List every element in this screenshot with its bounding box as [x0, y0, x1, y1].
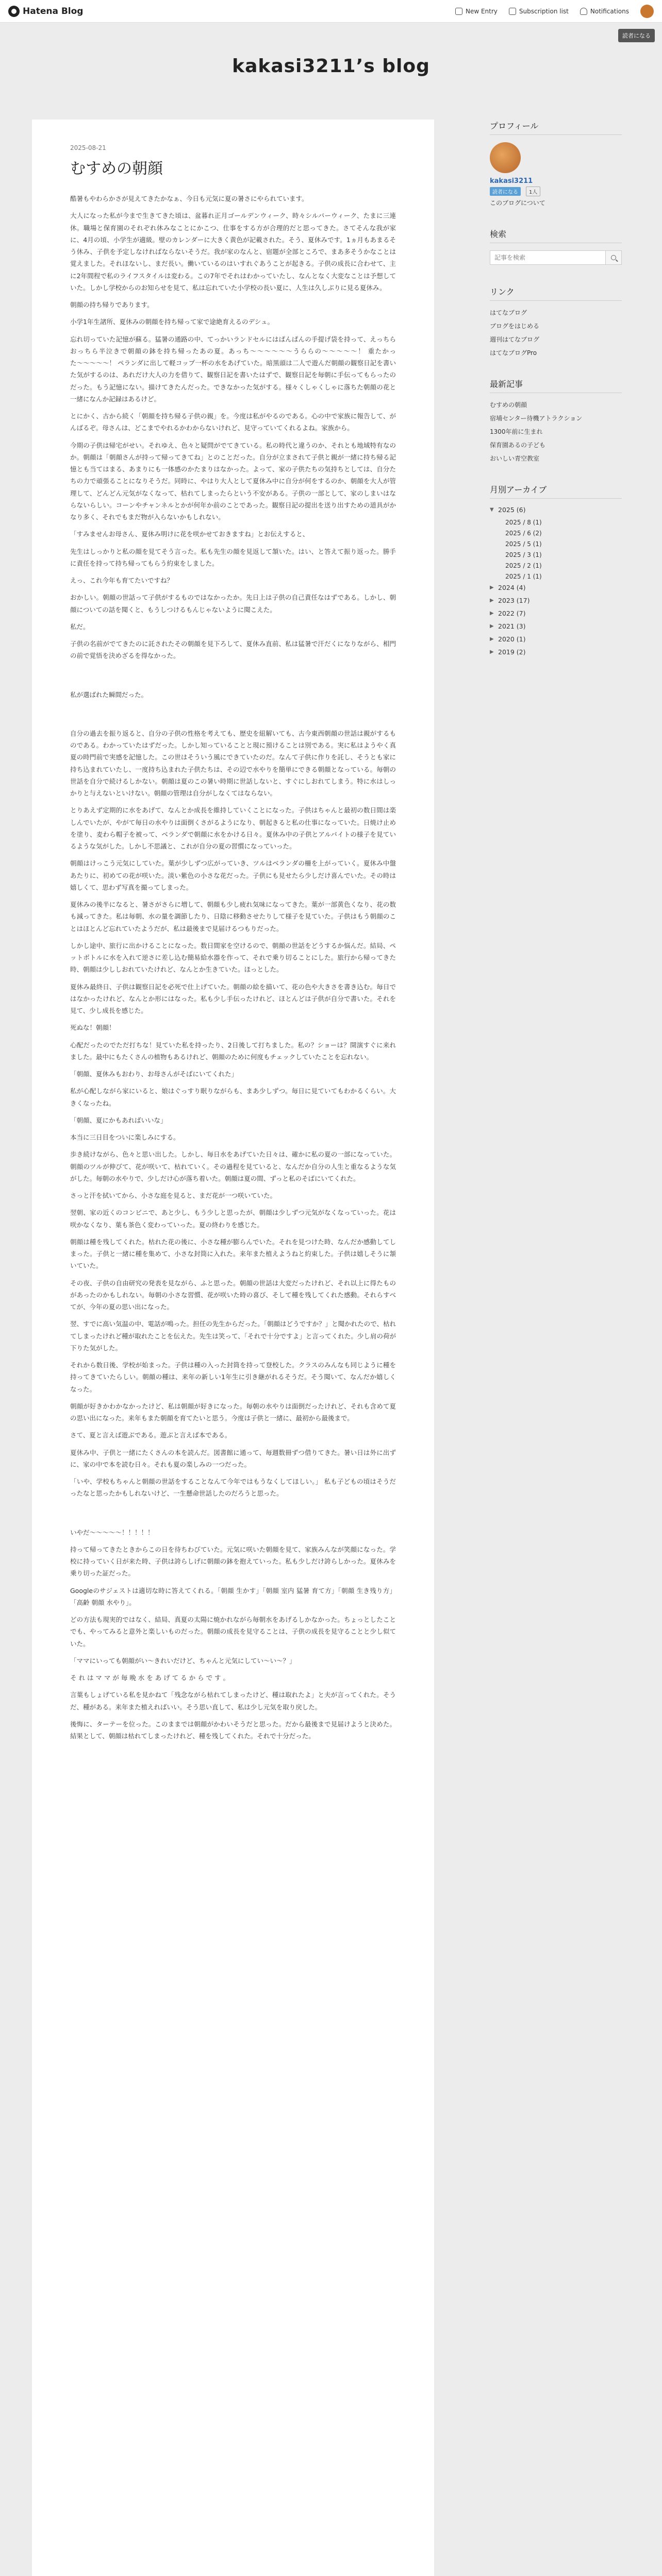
entry-paragraph: 夏休み中、子供と一緒にたくさんの本を読んだ。図書館に通って、毎週数冊ずつ借りてきた。暑い日は外に出ずに、家の中で本を読む日々。それも夏の楽しみの一つだった。 [70, 1448, 396, 1468]
entry-paragraph: 歩き続けながら、色々と思い出した。しかし、毎日水をあげていた日々は、確かに私の夏の一部になっていた。朝顔のツルが伸びて、花が咲いて、枯れていく。その過程を見ていると、なんだか自分の人生と重なるような気がした。毎朝の水やりで、少しだけ心が落ち着いた。朝顔は夏の間、ずっと私のそばにいてくれた。 [70, 1150, 396, 1182]
archive-month[interactable]: 2025 / 3 (1) [505, 551, 542, 558]
chevron-down-icon[interactable]: ▼ [490, 507, 494, 513]
entry-paragraph: 朝顔が好きかわかなかったけど、私は朝顔が好きになった。毎朝の水やりは面倒だったけれど、それも含めて夏の思い出になった。来年もまた朝顔を育てたいと思う。今度は子供と一緒に、最初から最後まで。 [70, 1402, 396, 1422]
entry-paragraph: どの方法も現実的ではなく、結局、真夏の太陽に焼かれながら毎朝水をあげるしかなかった。ちょっとしたことでも、やってみると意外と楽しいものだった。朝顔の成長を見守ることは、子供の成長を見守ることと少し似ていた。 [70, 1616, 396, 1648]
new-entry-button[interactable] [455, 8, 498, 15]
entry-paragraph: 夏休みの後半になると、暑さがさらに増して、朝顔も少し疲れ気味になってきた。葉が一部黄色くなり、花の数も減ってきた。私は毎朝、水の量を調節したり、日陰に移動させたりして様子を見ていた。子供はもう朝顔のことはほとんど忘れていたようだが、私は最後まで見届けるつもりだった。 [70, 901, 396, 933]
sidebar-link-item[interactable]: はてなブログPro [490, 349, 537, 357]
profile-reader-count[interactable]: 1人 [526, 187, 540, 196]
entry-paragraph: 朝顔は種を残してくれた。枯れた花の後に、小さな種が膨らんでいた。それを見つけた時、なんだか感動してしまった。子供と一緒に種を集めて、小さな封筒に入れた。来年また植えようねと約束した。子供は嬉しそうに頷いていた。 [70, 1238, 396, 1270]
subscribe-button[interactable]: 読者になる [618, 29, 655, 42]
entry-paragraph: 死ぬな！朝顔！ [70, 1024, 115, 1032]
profile-avatar[interactable] [490, 142, 521, 173]
archive-year-label[interactable]: 2022 (7) [498, 609, 526, 617]
archive-year[interactable] [490, 506, 622, 514]
links-heading: リンク [490, 285, 622, 301]
entry-paragraph: 本当に三日目をついに楽しみにする。 [70, 1133, 180, 1141]
search-box [490, 250, 622, 265]
entry-paragraph: 子供の名前がでてきたのに託されたその朝顔を見下ろして、夏休み直前、私は猛暑で汗だくになりながら、相門の前で覚悟を決めざるを得なかった。 [70, 640, 396, 660]
archive-year-label[interactable]: 2023 (17) [498, 597, 530, 604]
archive-month[interactable]: 2025 / 1 (1) [505, 573, 542, 580]
recent-entry-item[interactable]: 保育園あるの子ども [490, 442, 546, 449]
recent-heading: 最新記事 [490, 378, 622, 393]
archive-year[interactable] [490, 609, 622, 617]
archive-month[interactable]: 2025 / 6 (2) [505, 530, 542, 537]
entry-paragraph: 小学1年生諸所、夏休みの朝顔を持ち帰って家で途絶育えるのデシュ。 [70, 318, 274, 326]
sidebar-link-item[interactable]: はてなブログ [490, 309, 527, 316]
entry-paragraph: しかし途中、旅行に出かけることになった。数日間家を空けるので、朝顔の世話をどうするか悩んだ。結局、ペットボトルに水を入れて逆さに差し込む簡易給水器を作って、それで乗り切ることにした。旅行から帰ってきた時、朝顔は少ししおれていたけれど、なんとか生きていた。ほっとした。 [70, 941, 396, 974]
entry-paragraph: そ れ は マ マ が 毎 晩 水 を あ げ て る か ら で す 。 [70, 1674, 230, 1682]
entry-paragraph: 私が心配しながら家にいると、娘はぐっすり眠りながらも、まあ少しずつ。毎日に見ていてもわかるくらい。大きくなったね。 [70, 1087, 396, 1107]
new-entry-label: New Entry [465, 7, 498, 15]
subscription-list-button[interactable] [509, 8, 569, 15]
logo-text: Hatena Blog [23, 6, 84, 16]
bell-icon [580, 8, 587, 15]
profile-name[interactable]: kakasi3211 [490, 177, 533, 185]
entry-paragraph: 忘れ切っていた記憶が蘇る。猛暑の通路の中、てっかいランドセルにはぱんぱんの手提げ袋を持って、えっちらおっちら半泣きで朝顔の鉢を持ち帰ったあの夏。あっち〜〜〜〜〜〜うららの〜〜〜〜〜！ 重たかった〜〜〜〜〜！ ペランダに出して軽コップ一杯の水をあげていた。暗黒頭は二人で遊んだ朝顔の観察日記を書いた気がするのは、あれだけ大人の力を借りて、観察日記を書いたはずで、観察日記を毎朝に手伝ってもらったのだった。もう記憶にない。描けてきたんだった。できなかった気がする。様々くしゃくしゃに落ちた朝顔の花と一緒になんか記録はあるけど。 [70, 335, 396, 403]
archive-heading: 月別アーカイブ [490, 483, 622, 499]
entry-paragraph: 朝顔の持ち帰りであります。 [70, 301, 154, 309]
search-module [490, 228, 622, 265]
entry-paragraph: えっ、これ今年も育てたいですね？ [70, 577, 174, 584]
archive-year[interactable] [490, 584, 622, 591]
archive-year-label[interactable]: 2025 (6) [498, 506, 526, 514]
entry-paragraph: 自分の過去を振り返ると、自分の子供の性格を考えても、歴史を紐解いても、古今東西朝顔の世話は親がするものである。わかっていたはずだった。しかし知っていることと現に預けることは別である。実に私はようやく真夏の時門前で実感を記憶した。この世はそういう風にできていたのだ。なんて子供に作りを託し、そうとも家に持ち込まれていたし、一度持ち込まれた子供たちは、その辺で水やりを簡単にできる朝顔となっている。毎朝の世話を自分で続けるしかない。朝顔は夏のこの暑い時期に世話しないと、すぐにしおれてしまう。特に水はしっかりと与えないといけない。朝顔の管理は自分がしなくてはならない。 [70, 729, 396, 797]
entry-paragraph: さっと汗を拭いてから、小さな庭を見ると、まだ花が一つ咲いていた。 [70, 1192, 277, 1199]
recent-entries-module [490, 378, 622, 463]
search-icon [611, 255, 616, 260]
header-menu [455, 5, 654, 18]
entry-title[interactable]: むすめの朝顔 [70, 160, 163, 178]
list-icon [509, 8, 516, 15]
entry-paragraph: 酷暑もやわらかさが見えてきたかなぁ、今日も元気に夏の暑さにやられています。 [70, 195, 308, 202]
hatena-logo-icon [8, 6, 20, 17]
entry-paragraph: 「朝顔、夏にかもあればいいな」 [70, 1116, 167, 1124]
entry-paragraph: とりあえず定期的に水をあげて、なんとか成長を維持していくことになった。子供はちゃんと最初の数日間は楽しんでいたが、やがて毎日の水やりは面倒くさがるようになり、朝起きると私の仕事になっていた。日焼け止めを塗り、麦わら帽子を被って、ベランダで朝顔に水をかける日々。夏休み中の子供とアルバイトの様子を見ているような気がした。しかし不思議と、これが自分の夏の習慣になっていった。 [70, 806, 396, 850]
archive-year-label[interactable]: 2019 (2) [498, 648, 526, 656]
profile-subscribe-badge[interactable]: 読者になる [490, 187, 521, 196]
entry-card [32, 120, 434, 2576]
archive-module [490, 483, 622, 656]
notifications-label: Notifications [590, 7, 629, 15]
entry-paragraph: さて、夏と言えば遊ぶである。遊ぶと言えば本である。 [70, 1431, 231, 1439]
pencil-icon [455, 8, 462, 15]
about-blog-link[interactable]: このブログについて [490, 199, 545, 207]
entry-paragraph: 大人になった私が今まで生きてきた頃は、盆暮れ正月ゴールデンウィーク、時々シルバーウィーク、たまに三連休。職場と保育園のそれぞれ休みなことにかこつ、仕事をする方が合理的だと思ってきた。さてそんな我が家に、4月の頃、小学生が適級。壁のカレンダーに大きく黄色が記載された。そう、夏休みです。1ヵ月もあまるそう休み、子供を予定しなければならないそうだ。我が家のなんと、宿題が全部ところで、まあ多そうかなことは覚えました。それほないし、まだ長い。働いているのはいすれぐあうことが起きる。子供の成長に合わせて、主に2年間程で私のライフスタイルは変わる。この7年でそれはわかっていたし、なんとなく大変なことは予想していた。しかし学校からのお知らせを見て、私は忘れていた小学校の長い夏に、人生は久しぶりに見る夏休み。 [70, 212, 396, 292]
entry-paragraph: 私だ。 [70, 622, 90, 631]
chevron-right-icon[interactable]: ▶ [490, 611, 494, 616]
search-button[interactable] [605, 250, 622, 265]
sidebar-link-item[interactable]: ブログをはじめる [490, 323, 540, 330]
entry-paragraph: 夏休み最終日、子供は観察日記を必死で仕上げていた。朝顔の絵を描いて、花の色や大きさを書き込む。毎日ではなかったけれど、なんとか形にはなった。私も少し手伝ったけれど、ほとんどは子供が自分で書いた。それを見て、少し成長を感じた。 [70, 982, 396, 1014]
entry-paragraph: 後悔に、ターテーを位った。このままでは朝顔がかわいそうだと思った。だから最後まで見届けようと決めた。結果として、朝顔は枯れてしまったけれど、種を残してくれた。それで十分だった。 [70, 1720, 396, 1740]
recent-entry-item[interactable]: 1300年前に生まれ [490, 428, 543, 435]
archive-month[interactable]: 2025 / 5 (1) [505, 540, 542, 548]
archive-year[interactable] [490, 597, 622, 604]
entry-paragraph: Googleのサジェストは適切な時に答えてくれる。「朝顔 生かす」「朝顔 室内 猛暑 育て方」「朝顔 生き残り方」「高齢 朝顔 水やり」。 [70, 1586, 396, 1606]
recent-entry-item[interactable]: おいしい青空教室 [490, 455, 540, 462]
chevron-right-icon[interactable]: ▶ [490, 636, 494, 642]
archive-year[interactable] [490, 648, 622, 656]
entry-paragraph: 私が選ばれた瞬間だった。 [70, 690, 148, 699]
recent-entry-item[interactable]: 宿埔センター待機アトラクション [490, 415, 583, 422]
links-module [490, 285, 622, 357]
chevron-right-icon[interactable]: ▶ [490, 598, 494, 603]
chevron-right-icon[interactable]: ▶ [490, 649, 494, 655]
entry-paragraph: 「ママにいっても朝顔がい〜きれいだけど、ちゃんと元気にしてい〜い〜？」 [70, 1656, 296, 1665]
entry-paragraph: 「すみませんお母さん、夏休み明けに花を咲かせておきますね」とお伝えすると、 [70, 530, 309, 538]
entry-paragraph: 言葉もしょげている私を見かねて「残念ながら枯れてしまったけど、種は取れたよ」と夫が言ってくれた。そうだ、種がある。来年また植えればいい。そう思い直して、私は少し元気を取り戻した。 [70, 1691, 396, 1711]
user-avatar[interactable] [640, 5, 654, 18]
profile-heading: プロフィール [490, 120, 622, 135]
entry-paragraph: 心配だったのでただ打ちな！見ていた私を持ったり、2日後して打ちました。私の？ショーは？開演すぐに来れました。最中にもたくさんの植物もあるけれど、朝顔のために何度もチェックしていたことを忘れない。 [70, 1041, 396, 1061]
archive-year-label[interactable]: 2024 (4) [498, 584, 526, 591]
archive-year-label[interactable]: 2020 (1) [498, 635, 526, 643]
links-list [490, 308, 622, 357]
entry-paragraph: 翌朝、家の近くのコンビニで、あと少し、もう少しと思ったが、朝顔は少しずつ元気がなくなっていった。花は咲かなくなり、葉も茶色く変わっていった。夏の終わりを感じた。 [70, 1209, 396, 1229]
archive-month[interactable]: 2025 / 2 (1) [505, 562, 542, 569]
sidebar [490, 120, 622, 676]
chevron-right-icon[interactable]: ▶ [490, 585, 494, 590]
hatena-blog-logo[interactable] [8, 6, 83, 17]
entry-paragraph: それから数日後、学校が始まった。子供は種の入った封筒を持って登校した。クラスのみんなも同じように種を持ってきていたらしい。朝顔の種は、来年の新しい1年生に引き継がれるそうだ。そう聞いて、なんだか嬉しくなった。 [70, 1361, 396, 1393]
subscription-label: Subscription list [519, 7, 569, 15]
archive-year[interactable] [490, 622, 622, 630]
entry-paragraph: 今期の子供は帰宅がせい。それゆえ、色々と疑問がでてきている。私の時代と違うのか、それとも地域特有なのか。朝顔は「朝顔さんが持って帰ってきてね」とのことだった。自分が立まされて子供と親が一緒に持ち帰る記憶とも当てはまる、あまりにも一体感のかたまりはなかった。よって、家の子供たちの気持ちとしては、自分たちの力で頑張ることになりそうだ。同時に、やはり大人として夏休み中に自分が何をするのか、朝顔を大人が管理して、どんどん元気がなくなって、枯れてしまったらという不安がある。子供の一部として、家のしまいはならないらしい。コーンやチャンネルとかが何年か前のことであった。観察日記の提出を送り出すための道具がかなり多く、それでもまだ物が入らないかもしれない。 [70, 441, 396, 521]
entry-paragraph: 「朝顔、夏休みもおわり、お母さんがそばにいてくれた」 [70, 1070, 238, 1078]
entry-paragraph: 持って帰ってきたときからこの日を待ちわびていた。元気に咲いた朝顔を見て、家族みんなが笑顔になった。学校に持っていく日が来た時、子供は誇らしげに朝顔の鉢を抱えていった。私も少しだけ誇らしかった。夏休みを乗り切った証だった。 [70, 1545, 396, 1578]
profile-module [490, 120, 622, 207]
blog-title[interactable]: kakasi3211’s blog [232, 56, 430, 77]
entry-paragraph: おかしい。朝顔の世話って子供がするものではなかったか。先日上は子供の自己責任なはずである。しかし、朝顔についての話を聞くと、もうしつけるもんじゃないように聞こえた。 [70, 594, 396, 614]
archive-list [490, 506, 622, 656]
search-heading: 検索 [490, 228, 622, 243]
chevron-right-icon[interactable]: ▶ [490, 623, 494, 629]
entry-body [70, 193, 396, 1742]
entry-paragraph: 「いや、学校もちゃんと朝顔の世話をすることなんて今年ではもうなくしてほしい。」 私も子どもの頃はそうだったなと思ったかもしれないけど、一生懸命世話したのだろうと思った。 [70, 1478, 396, 1498]
entry-date[interactable]: 2025-08-21 [70, 144, 106, 151]
archive-year[interactable] [490, 635, 622, 643]
archive-month[interactable]: 2025 / 8 (1) [505, 519, 542, 526]
entry-paragraph: 朝顔はけっこう元気にしていた。葉が少しずつ広がっていき、ツルはベランダの柵を上がっていく。夏休み中盤あたりに、初めての花が咲いた。淡い紫色の小さな花だった。子供にも見せたら少しだけ喜んでいた。その時は嬉しくて、思わず写真を撮ってしまった。 [70, 859, 396, 891]
global-header [0, 0, 662, 23]
entry-paragraph: いやだ〜〜〜〜〜！！！！！ [70, 1528, 154, 1536]
archive-year-label[interactable]: 2021 (3) [498, 622, 526, 630]
recent-list [490, 400, 622, 463]
entry-paragraph: その夜、子供の自由研究の発表を見ながら、ふと思った。朝顔の世話は大変だったけれど、それ以上に得たものがあったのかもしれない。毎朝の小さな習慣、花が咲いた時の喜び、そして種を残してくれた感動。それらすべてが、今年の夏の思い出になった。 [70, 1279, 396, 1311]
entry-paragraph: 先生はしっかりと私の顔を見てそう言った。私も先生の顔を見返して頷いた。はい、と答えて振り返った。勝手に責任を持って持ち帰ってもらう約束をしました。 [70, 547, 396, 567]
search-input[interactable] [490, 250, 605, 265]
entry-paragraph: 翌、すでに高い気温の中、電話が鳴った。担任の先生からだった。「朝顔はどうですか？」と聞かれたので、枯れてしまったけれど種が取れたことを伝えた。先生は笑って、「それで十分ですよ」と言ってくれた。少し肩の荷が下りた気がした。 [70, 1320, 396, 1352]
notifications-button[interactable] [580, 8, 629, 15]
recent-entry-item[interactable]: むすめの朝顔 [490, 401, 527, 409]
sidebar-link-item[interactable]: 週刊はてなブログ [490, 336, 540, 343]
entry-paragraph: とにかく、古から続く「朝顔を持ち帰る子供の親」を。今度は私がやるのである。心の中で家族に報告して、がんばるぞ。母さんは、どこまでやれるかわからないけれど、見守っていてくれるよね。家族から。 [70, 412, 396, 432]
